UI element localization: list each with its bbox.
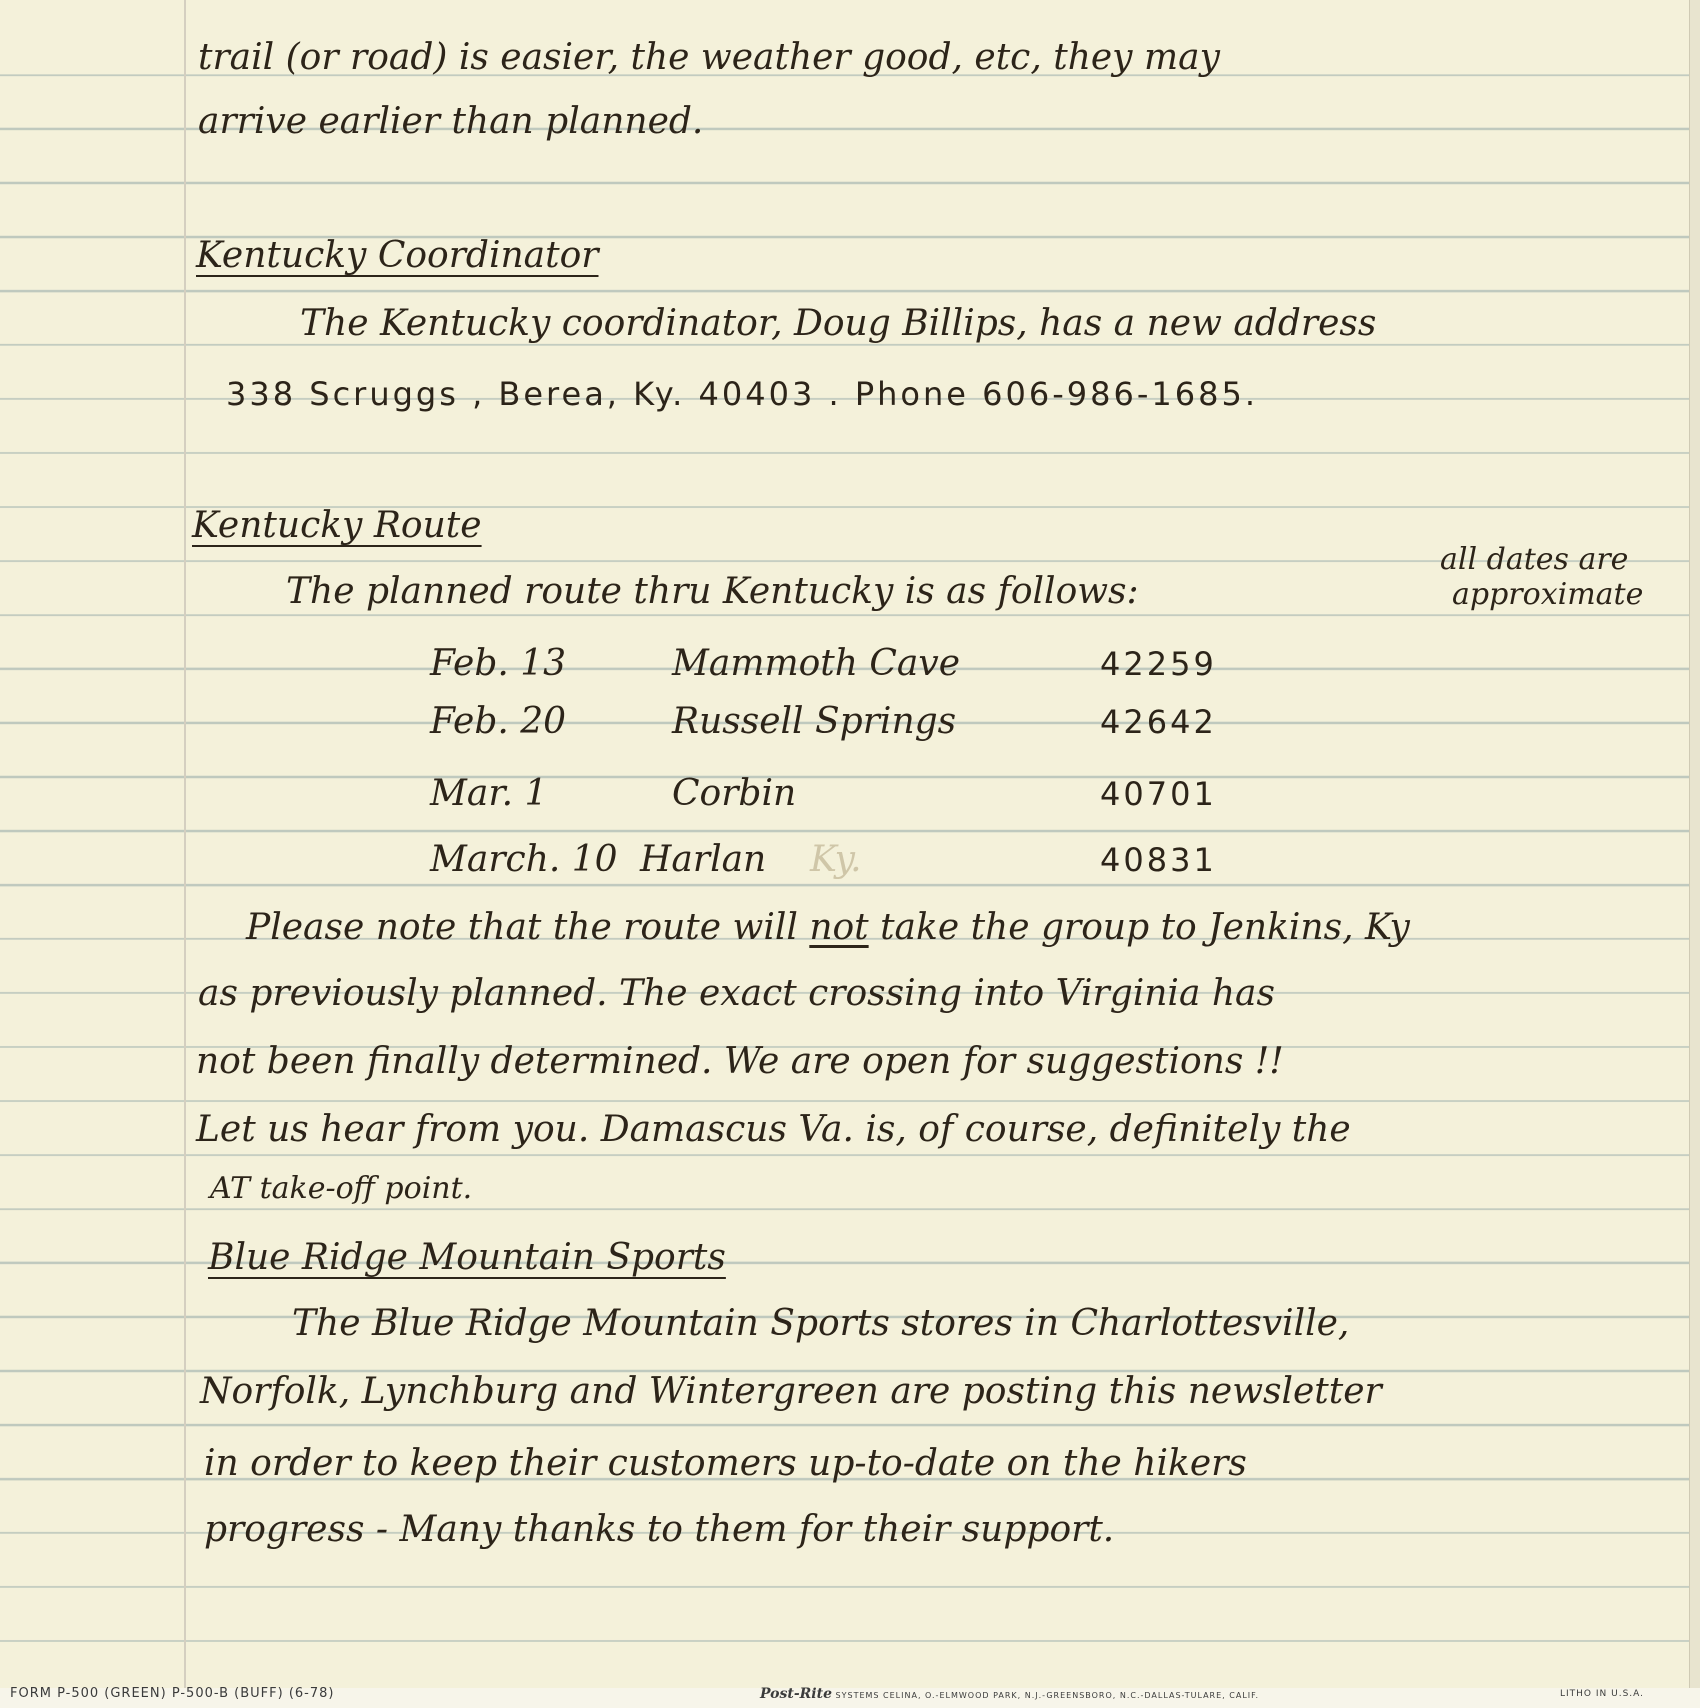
- margin-line: [184, 0, 186, 1690]
- form-number: FORM P-500 (GREEN) P-500-B (BUFF) (6-78): [10, 1686, 335, 1701]
- route-heading: Kentucky Route: [192, 505, 482, 546]
- route-stop-date: Feb. 20: [430, 701, 567, 742]
- intro-line-2: arrive earlier than planned.: [198, 101, 704, 142]
- route-stop-place: Russell Springs: [672, 701, 957, 742]
- route-stop-date: Feb. 13: [430, 643, 567, 684]
- route-para-emphasis: not: [809, 907, 869, 948]
- intro-line-1: trail (or road) is easier, the weather good, etc, they may: [198, 37, 1220, 78]
- sports-heading: Blue Ridge Mountain Sports: [208, 1237, 726, 1278]
- sports-line-1: The Blue Ridge Mountain Sports stores in Charlottesville,: [292, 1303, 1350, 1344]
- route-para-line-3: not been finally determined. We are open for suggestions !!: [196, 1041, 1284, 1082]
- route-intro: The planned route thru Kentucky is as follows:: [286, 571, 1139, 612]
- route-stop-place-faint: Ky.: [810, 839, 862, 880]
- route-para-text: Please note that the route will: [246, 907, 810, 948]
- route-para-line-5: AT take-off point.: [210, 1171, 473, 1206]
- sports-line-4: progress - Many thanks to them for their support.: [204, 1509, 1115, 1550]
- litho-mark: LITHO IN U.S.A.: [1560, 1689, 1645, 1699]
- route-para-text: take the group to Jenkins, Ky: [868, 907, 1410, 948]
- route-stop-place: Mammoth Cave: [672, 643, 961, 684]
- route-para-line-4: Let us hear from you. Damascus Va. is, of course, definitely the: [196, 1109, 1351, 1150]
- route-stop-date: March. 10: [430, 839, 618, 880]
- sports-line-3: in order to keep their customers up-to-date on the hikers: [204, 1443, 1247, 1484]
- route-stop-zip: 40701: [1100, 775, 1217, 813]
- printer-credit: [760, 1680, 1259, 1708]
- coordinator-address: 338 Scruggs , Berea, Ky. 40403 . Phone 606-986-1685.: [226, 375, 1258, 413]
- post-rite-logo: Post-Rite: [760, 1686, 832, 1702]
- sports-line-2: Norfolk, Lynchburg and Wintergreen are posting this newsletter: [200, 1371, 1382, 1412]
- coordinator-heading: Kentucky Coordinator: [196, 235, 599, 276]
- route-para-line-1: [246, 907, 1410, 948]
- route-para-line-2: as previously planned. The exact crossing into Virginia has: [198, 973, 1275, 1014]
- route-stop-date: Mar. 1: [430, 773, 548, 814]
- route-stop-place: Corbin: [672, 773, 797, 814]
- route-note-line-2: approximate: [1452, 577, 1644, 612]
- page-edge: [1689, 0, 1700, 1708]
- route-stop-place: Harlan: [640, 839, 767, 880]
- route-stop-zip: 40831: [1100, 841, 1217, 879]
- printer-locations: SYSTEMS CELINA, O.-ELMWOOD PARK, N.J.-GREENSBORO, N.C.-DALLAS-TULARE, CALIF.: [835, 1691, 1259, 1700]
- route-stop-zip: 42642: [1100, 703, 1217, 741]
- coordinator-line-1: The Kentucky coordinator, Doug Billips, has a new address: [300, 303, 1377, 344]
- route-stop-zip: 42259: [1100, 645, 1217, 683]
- route-note-line-1: all dates are: [1440, 542, 1629, 577]
